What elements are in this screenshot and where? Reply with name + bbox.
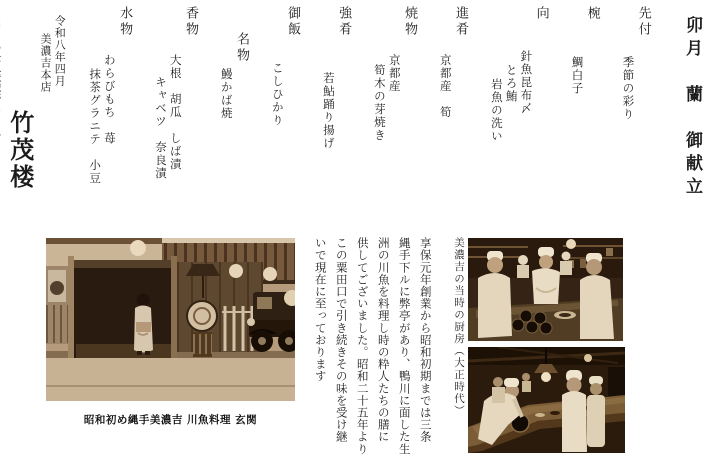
course-dish: 京都産 筍 xyxy=(438,54,453,119)
kitchen-photo-bottom xyxy=(468,347,625,453)
course-dish: 季節の彩り xyxy=(621,56,636,121)
history-line: 洲の川魚を料理し時の粋人たちの膳に xyxy=(376,237,391,443)
course-meibutsu xyxy=(219,6,249,234)
course-kounomono xyxy=(153,6,198,234)
course-susumezakana xyxy=(438,6,468,234)
course-label: 先付 xyxy=(635,6,651,38)
kitchen-photo-caption: 美濃吉の当時の厨房（大正時代） xyxy=(453,237,465,417)
course-dish: 岩魚の洗い xyxy=(489,78,504,143)
menu-note xyxy=(0,6,1,234)
menu-block xyxy=(0,6,702,234)
course-label: 御飯 xyxy=(285,6,301,38)
course-label: 水物 xyxy=(117,6,133,38)
menu-title: 卯月 蘭 御献立 xyxy=(682,16,702,200)
course-dish: 若鮎踊り揚げ xyxy=(321,72,336,150)
course-mukou xyxy=(489,6,549,234)
course-dish: キャベツ 奈良漬 xyxy=(153,76,168,180)
course-label: 名物 xyxy=(234,32,250,64)
history-line: 縄手下ルに弊亭があり、鴨川に面した生 xyxy=(397,237,412,455)
history-text-block xyxy=(296,237,466,455)
course-dish: こしひかり xyxy=(270,62,285,127)
kitchen-photo-top xyxy=(468,238,623,341)
brand-name: 竹茂楼 xyxy=(5,110,35,191)
course-dish: 針魚昆布〆 xyxy=(519,50,534,115)
colophon xyxy=(0,6,66,234)
menu-date: 令和八年四月 xyxy=(53,15,67,87)
course-yakimono xyxy=(372,6,417,234)
course-wan xyxy=(570,6,600,234)
course-dish: 鯛白子 xyxy=(570,56,585,95)
course-dish: 京都産 xyxy=(387,54,402,93)
entrance-photo-caption: 昭和初め縄手美濃吉 川魚料理 玄関 xyxy=(83,414,258,426)
course-sakizuke xyxy=(621,6,651,234)
course-dish: 抹茶グラニテ 小豆 xyxy=(88,68,103,185)
course-label: 焼物 xyxy=(401,6,417,38)
course-label: 香物 xyxy=(182,6,198,38)
history-line: この粟田口で引き続きその味を受け継 xyxy=(334,237,349,443)
course-dish: 大根 胡瓜 しば漬 xyxy=(168,54,183,171)
course-mizumono xyxy=(87,6,132,234)
course-dish: わらびもち 苺 xyxy=(102,54,117,145)
course-label: 強肴 xyxy=(336,6,352,38)
course-dish: 鰻かば焼 xyxy=(219,68,234,120)
restaurant-name: 美濃吉本店 xyxy=(39,33,52,93)
entrance-photo xyxy=(46,238,295,401)
history-line: いで現在に至っております xyxy=(313,237,328,383)
course-label: 向 xyxy=(533,6,549,22)
course-dish: 筍木の芽焼き xyxy=(372,64,387,142)
history-line: 供してございました。昭和二十五年より xyxy=(355,237,370,455)
history-line: 享保元年創業から昭和初期までは三条 xyxy=(418,237,433,443)
course-gohan xyxy=(270,6,300,234)
course-dish: とろ鮪 xyxy=(504,64,519,103)
course-shiizakana xyxy=(321,6,351,234)
course-label: 進肴 xyxy=(453,6,469,38)
course-label: 椀 xyxy=(584,6,600,22)
